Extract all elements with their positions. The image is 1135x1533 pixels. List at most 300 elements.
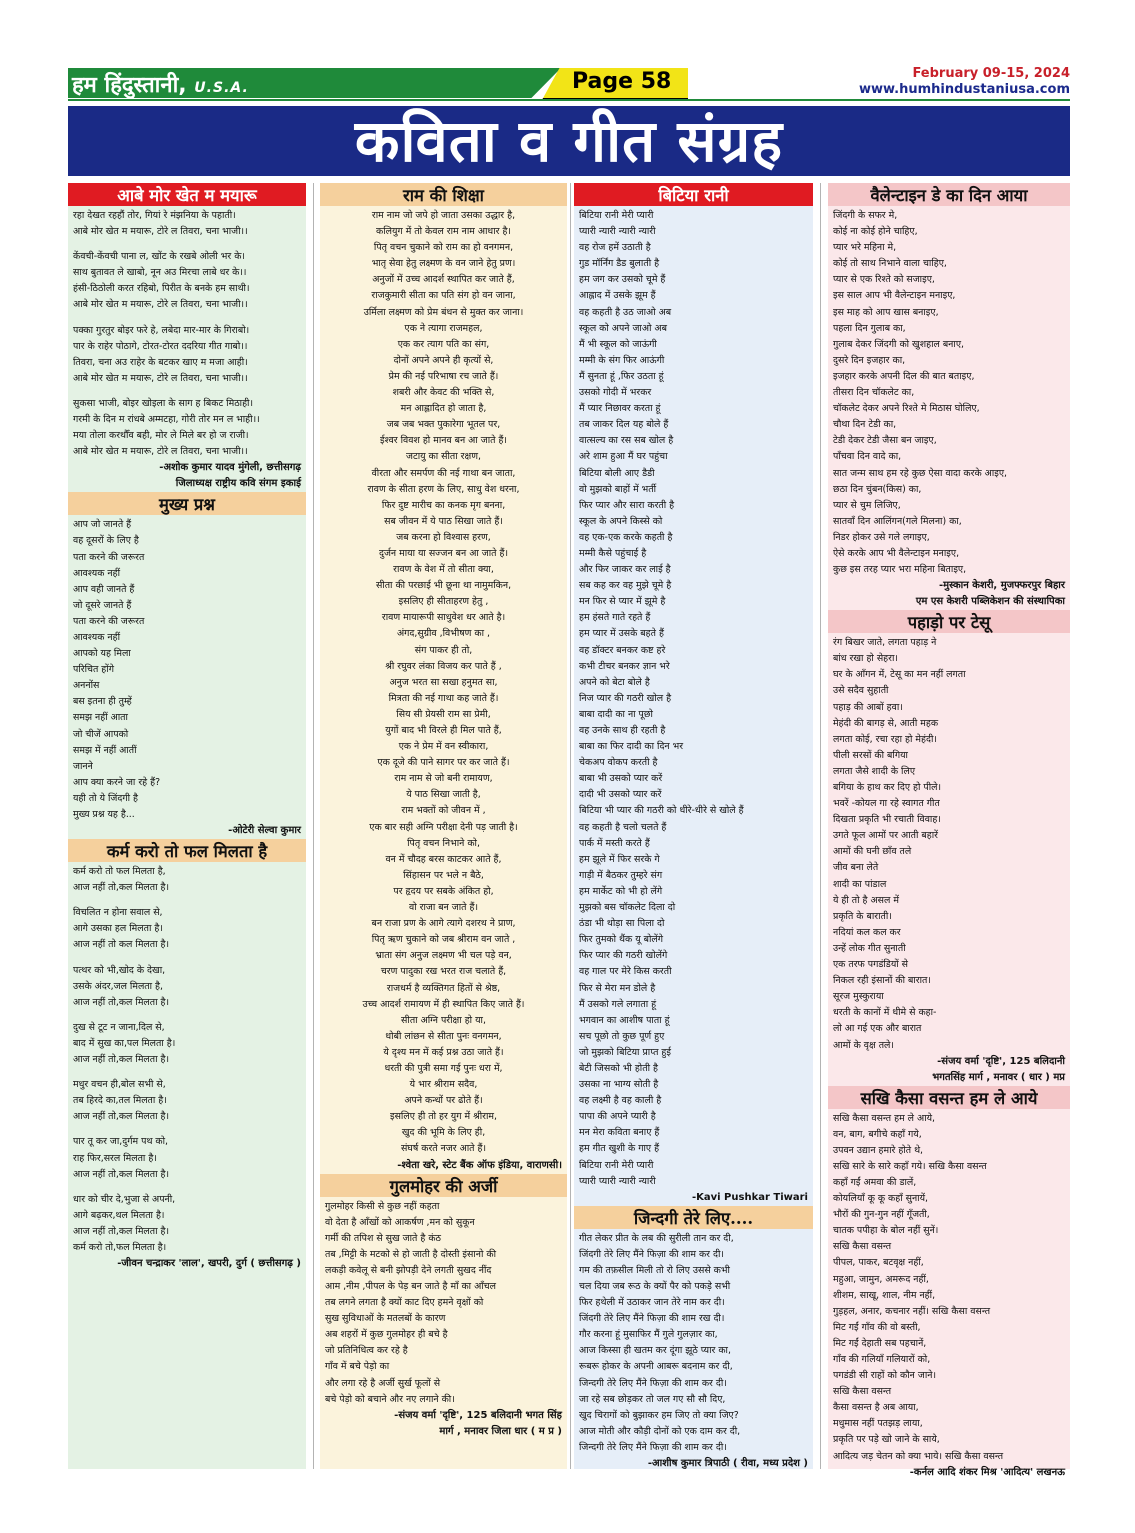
- poem-line: कहाँ गईं अमवा की डालें,: [833, 1176, 917, 1188]
- poem-line: पितृ वचन निभाने को,: [407, 837, 480, 849]
- poem-line: धोबी लांछन से सीता पुनः वनगमन,: [385, 1030, 502, 1042]
- poem-line: एक ने प्रेम में वन स्वीकारा,: [398, 741, 489, 753]
- poem-author-detail: जिलाध्यक्ष राष्ट्रीय कवि संगम इकाई: [175, 478, 301, 490]
- poem-line: ये पाठ सिखा जाती है,: [406, 789, 481, 801]
- poem-line: अपने कन्धों पर ढोते हैं।: [404, 1095, 483, 1107]
- poem-line: धरती की पुत्री समा गई पुनः धरा में,: [384, 1062, 503, 1074]
- poem-line: राम भक्तों को जीवन में ,: [401, 805, 486, 817]
- poem-body: [574, 1229, 813, 1456]
- poem-line: प्यार भरे महिना मे,: [833, 242, 897, 254]
- poem-line: युगों बाद भी विरले ही मिल पाते हैं,: [385, 725, 502, 736]
- poem-line: जो मुझको बिटिया प्राप्त हुई: [579, 1046, 672, 1058]
- poem-line: तब जाकर दिल यह बोले हैं: [579, 419, 669, 431]
- column-divider: [570, 183, 571, 1469]
- issue-date: February 09-15, 2024: [912, 66, 1070, 81]
- poem-line: तब ,मिट्टी के मटको से हो जाती है दोस्ती इंसानो की: [325, 1248, 497, 1260]
- poem-line: और लगा रहे है अर्जी सुर्ख फूलों से: [325, 1377, 441, 1389]
- poem-line: मैं भी स्कूल को जाऊंगी: [579, 338, 657, 350]
- poem-line: मेहंदी की बागड़ से, आती महक: [833, 717, 939, 729]
- poem-line: लकड़ी कवेलू से बनी झोपड़ी देने लगती सुखद नींद: [325, 1264, 492, 1276]
- poem-line: अननोंस: [73, 680, 100, 692]
- poem-line: पहला दिन गुलाब का,: [833, 322, 906, 334]
- poem-line: नदियां कल कल कर: [833, 926, 901, 938]
- poem-line: पार तू कर जा,दुर्गम पथ को,: [73, 1136, 169, 1148]
- poem-line: मधुमास नहीं पतझड़ लाया,: [833, 1418, 923, 1430]
- stanza-gap: [73, 1125, 301, 1134]
- column-divider: [313, 183, 314, 1469]
- poem-line: समझ नहीं आता: [73, 712, 128, 724]
- poem-line: ठंडा भी थोड़ा सा पिला दो: [579, 918, 665, 930]
- poem-line: रावण के वेश में तो सीता क्या,: [393, 564, 494, 576]
- poem-title: आबे मोर खेत म मयारू: [68, 183, 306, 206]
- poem-line: कोई ना कोई होने चाहिए,: [833, 226, 918, 238]
- poem-line: जिंदगी तेरे लिए मैंने फिज़ा की शाम रख दी।: [579, 1313, 725, 1325]
- poem-line: आगे बढ़कर,थल मिलता है।: [73, 1209, 165, 1221]
- poem-line: निज प्यार की गठरी खोल है: [579, 692, 672, 704]
- poem-line: पितृ ऋण चुकाने को जब श्रीराम वन जाते ,: [371, 934, 516, 946]
- poem-line: उन्हें लोक गीत सुनाती: [833, 942, 906, 954]
- poem-body: [574, 206, 813, 1190]
- poem-line: जानने: [73, 760, 93, 772]
- poem-line: लगता जैसे शादी के लिए: [833, 765, 915, 777]
- poem-line: तीसरा दिन चॉकलेट का,: [833, 387, 915, 399]
- poem-line: जिंदगी तेरे लिए मैंने फिज़ा की शाम कर दी।: [579, 1248, 724, 1260]
- poem-author: -ओटेरी सेल्वा कुमार: [228, 825, 301, 837]
- poem-line: मुझको बस चॉकलेट दिला दो: [579, 902, 676, 914]
- poem-line: कर्म करो तो फल मिलता है,: [73, 866, 166, 878]
- poem-title: पहाड़ो पर टेसू: [828, 610, 1070, 633]
- poem-line: धरती के कानों में धीमे से कहा-: [833, 1007, 937, 1019]
- poem-line: कभी टीचर बनकर ज्ञान भरे: [579, 660, 670, 672]
- poem-author: -Kavi Pushkar Tiwari: [691, 1191, 808, 1203]
- poem-line: राह फिर,सरल मिलता है।: [73, 1152, 157, 1164]
- poem-line: मिट गईं गाँव की वो बस्ती,: [833, 1321, 921, 1333]
- poem-line: वह गाल पर मेरे किस करती: [579, 966, 672, 978]
- poem-line: आज नहीं तो,कल मिलता है।: [73, 882, 170, 894]
- poem-line: प्यार से चुम लिजिए,: [833, 499, 901, 511]
- poem-line: इस माह को आप खास बनाइए,: [833, 306, 939, 318]
- column-divider: [820, 183, 821, 1469]
- poem-line: सातवाँ दिन आलिंगन(गले मिलना) का,: [833, 515, 962, 527]
- poem-line: पर हृदय पर सबके अंकित हो,: [393, 885, 494, 897]
- header-divider: [68, 99, 1070, 101]
- poem-line: आज नहीं तो,कल मिलता है।: [73, 1225, 170, 1237]
- poem-line: प्रकृति पर पड़े खो जाने के साये,: [833, 1434, 940, 1446]
- poem-line: चातक पपीहा के बोल नहीं सुनें।: [833, 1225, 939, 1237]
- poem-author: -आशीष कुमार त्रिपाठी ( रीवा, मध्य प्रदेश ): [647, 1458, 808, 1470]
- poem-line: उच्च आदर्श रामायण में ही स्थापित किए जाते हैं।: [362, 998, 525, 1010]
- poem-line: बचे पेड़ो को बचाने और नए लगाने की।: [325, 1393, 455, 1405]
- poem-author: -मुस्कान केशरी, मुजफ्फरपुर बिहार: [938, 580, 1065, 592]
- stanza-gap: [73, 1011, 301, 1020]
- site-url-link[interactable]: www.humhindustaniusa.com: [858, 82, 1070, 97]
- poem-line: पहाड़ की आबों हवा।: [833, 701, 903, 713]
- poem-line: वह रोज हमें उठाती है: [579, 242, 651, 254]
- poem-line: पार के राहेर पोठागे, टोरत-टोरत ददरिया गीत गाबो।।: [73, 340, 248, 352]
- poem-line: फिर से मेरा मन डोले है: [579, 982, 656, 994]
- poem-line: पगडंडी सी राहों को कौन जाने।: [833, 1370, 936, 1382]
- poem-line: भवरें -कोयल गा रहे स्वागत गीत: [833, 798, 940, 810]
- poem-line: जीव बना लेते: [833, 862, 879, 874]
- poem-line: चल दिया जब रूठ के क्यों पैर को पकड़े सभी: [579, 1281, 731, 1292]
- poem-line: तब लगने लगता है क्यों काट दिए हमने वृक्षों को: [325, 1297, 484, 1309]
- poem-body: [68, 515, 306, 823]
- poem-line: प्यारी न्यारी न्यारी न्यारी: [579, 226, 656, 238]
- poem-line: राम नाम जो जपे हो जाता उसका उद्धार है,: [371, 210, 516, 221]
- poem-line: वह दूसरों के लिए है: [73, 535, 139, 547]
- poem-line: सीता अग्नि परीक्षा हो या,: [401, 1014, 486, 1026]
- poem-line: बस इतना ही तुम्हें: [73, 696, 132, 708]
- poem-line: एक कर त्याग पति का संग,: [397, 338, 490, 350]
- poem-line: हम गीत खुशी के गाए हैं: [579, 1143, 660, 1155]
- poem-line: टेडी देकर टेडी जैसा बन जाइए,: [833, 435, 937, 447]
- poem-line: सिय सी प्रेयसी राम सा प्रेमी,: [396, 708, 491, 720]
- poem-line: फिर तुमको थैंक यू बोलेंगे: [579, 934, 664, 946]
- poem-line: मैं सुनता हूं ,फिर उठता हूं: [579, 370, 664, 382]
- poem-line: मिट गईं देहाती सब पहचानें,: [833, 1337, 927, 1349]
- poem-line: विचलित न होना सवाल से,: [73, 907, 163, 919]
- poem-line: दुसरे दिन इजहार का,: [833, 354, 906, 366]
- poem-line: संघर्ष करते नजर आते हैं।: [400, 1143, 487, 1155]
- poem-author: -अशोक कुमार यादव मुंगेली, छत्तीसगढ़: [159, 462, 301, 474]
- poem-line: पता करने की जरूरत: [73, 551, 145, 563]
- poem-line: आदित्य जड़ चेतन को क्या भाये। सखि कैसा वसन्त: [833, 1450, 1004, 1462]
- poem-line: इस साल आप भी वैलेन्टाइन मनाइए,: [833, 290, 956, 302]
- poem-line: प्रकृति के बाराती।: [833, 910, 892, 922]
- poem-line: बन राजा प्रण के आगे त्यागे दशरथ ने प्राण,: [371, 918, 516, 930]
- poem-line: महुआ, जामुन, अमरूद नहीं,: [833, 1273, 929, 1285]
- poem-line: रंग बिखर जाते, लगता पहाड़ ने: [833, 637, 937, 649]
- poem-line: चरण पादुका रख भरत राज चलाते हैं,: [380, 966, 507, 978]
- poem-line: आप क्या करने जा रहे हैं?: [73, 776, 161, 788]
- poem-line: गाँव में बचे पेड़ो का: [325, 1361, 390, 1373]
- poem-line: दिखता प्रकृति भी रचाती विवाह।: [833, 814, 941, 826]
- poem-line: पार्क में मस्ती करते हैं: [579, 837, 650, 849]
- poem-line: उपवन उद्यान हमारे होते थे,: [833, 1144, 924, 1156]
- poem-author: -संजय वर्मा 'दृष्टि', 125 बलिदानी भगत सिंह: [394, 1409, 562, 1421]
- poem-line: सुख सुविधाओं के मतलबों के कारण: [325, 1313, 446, 1325]
- poem-line: कर्म करो तो,फल मिलता है।: [73, 1241, 167, 1253]
- poem-line: हम जग कर उसको चूमे हैं: [579, 274, 666, 286]
- poem-line: पक्का गुरतुर बोइर फरे हे, लबेदा मार-मार के गिराबो।: [73, 324, 250, 336]
- poem-line: संग पाकर ही तो,: [414, 644, 473, 656]
- poem-line: ये भार श्रीराम सदैव,: [409, 1079, 478, 1091]
- poem-author: -कर्नल आदि शंकर मिश्र 'आदित्य' लखनऊ: [909, 1466, 1065, 1478]
- poem-line: सखि कैसा वसन्त: [833, 1386, 892, 1398]
- poem-line: सीता की परछाई भी छूना था नामुमकिन,: [375, 580, 512, 592]
- poem-line: लगता कोई, रचा रहा हो मेहंदी।: [833, 733, 937, 745]
- brand-usa: U.S.A.: [194, 80, 249, 96]
- stanza-gap: [73, 240, 301, 249]
- poem-line: हंसी-ठिठोली करत रहिबो, पिरीत के बनके हम साथी।: [73, 283, 250, 295]
- poem-line: जटायु का सीता रक्षण,: [406, 451, 481, 463]
- poem-line: गुलमोहर किसी से कुछ नहीं कहता: [325, 1200, 440, 1212]
- poem-line: ऐसे करके आप भी वैलेन्टाइन मनाइए,: [833, 547, 960, 559]
- poem-line: गाँव की गलियाँ गलियारों को,: [833, 1354, 931, 1365]
- poem-line: चेकअप वोकप करती है: [579, 757, 658, 769]
- poem-line: एक दूजे की पाने सागर पर कर जाते हैं।: [377, 757, 510, 769]
- poem-line: खुद की भूमि के लिए ही,: [401, 1127, 486, 1139]
- poem-line: मित्रता की नई गाथा कह जाते हैं।: [388, 692, 499, 704]
- poem-line: केंवची-केंवची पाना ल, खोंट के रखबे ओली भर के।: [73, 251, 245, 263]
- brand-name: [72, 69, 249, 99]
- poem-line: चौथा दिन टेडी का,: [833, 419, 897, 431]
- poem-line: स्कूल के अपने किस्से को: [579, 515, 663, 527]
- poem-line: मम्मी के संग फिर आऊंगी: [579, 354, 665, 366]
- column-4: [828, 183, 1070, 1478]
- stanza-gap: [73, 387, 301, 396]
- poem-line: मधुर वचन ही,बोल सभी से,: [73, 1079, 166, 1091]
- poem-line: लो आ गई एक और बारात: [833, 1023, 922, 1035]
- poem-line: उसको गोदी में भरकर: [579, 387, 652, 399]
- poem-title: वैलेन्टाइन डे का दिन आया: [828, 183, 1070, 206]
- poem-line: प्रेम की नई परिभाषा रच जाते हैं।: [388, 370, 499, 382]
- poem-line: बगिया के हाथ कर दिए हो पीले।: [833, 782, 942, 793]
- poem-line: हम झूले में फिर सरके गे: [579, 853, 660, 865]
- poem-line: आज मोती और कौड़ी दोनों को एक दाम कर दी,: [579, 1425, 741, 1437]
- poem-author: -संजय वर्मा 'दृष्टि', 125 बलिदानी: [937, 1055, 1065, 1067]
- poem-line: जब जब भक्त पुकारेगा भूतल पर,: [386, 419, 501, 431]
- poem-line: शीशम, साखू, शाल, नीम नहीं,: [833, 1289, 936, 1301]
- poem-line: आवश्यक नहीं: [73, 631, 121, 643]
- poem-line: वह डॉक्टर बनकर कष्ट हरे: [579, 644, 666, 656]
- poem-line: रहा देखत रहहौं तोर, गियां रे मंझनिया के पहाती।: [73, 210, 236, 221]
- poem-line: कोयलियाँ कू कू कहाँ सुनायें,: [833, 1193, 929, 1205]
- poem-title: कर्म करो तो फल मिलता है: [68, 839, 306, 862]
- poem-line: जिन्दगी तेरे लिए मैंने फिज़ा की शाम कर दी।: [579, 1441, 727, 1453]
- poem-line: एक तरफ पगडंडियों से: [833, 959, 908, 971]
- poem-line: हम प्यार में उसके बहते हैं: [579, 628, 664, 640]
- poem-line: एक बार सही अग्नि परीक्षा देनी पड़ जाती है।: [369, 821, 518, 833]
- poem-line: अनुजों में उच्च आदर्श स्थापित कर जाते हैं,: [372, 274, 515, 286]
- poem-line: ये ही तो है असल में: [833, 894, 899, 906]
- poem-line: राजकुमारी सीता का पति संग हो वन जाना,: [371, 290, 516, 302]
- poem-line: छठा दिन चुंबन(किस) का,: [833, 483, 922, 495]
- poem-line: अब शहरों में कुछ गुलमोहर ही बचे है: [325, 1329, 448, 1341]
- column-3: [574, 183, 813, 1469]
- poem-line: इसलिए ही सीताहरण हेतु ,: [398, 596, 489, 608]
- poem-line: तिवरा, चना अउ राहेर के बटकर खाए म मजा आही।: [73, 356, 248, 368]
- poem-line: मन मेरा कविता बनाए हैं: [579, 1127, 660, 1139]
- poem-line: सब कह कर वह मुझे चूमे है: [579, 580, 672, 592]
- poem-line: आमों की घनी छाँव तले: [833, 846, 912, 858]
- poem-line: दुख से टूट न जाना,दिल से,: [73, 1021, 165, 1033]
- poem-line: आबे मोर खेत म मयारू, टोरे ल तिवरा, चना भाजी।।: [73, 226, 248, 238]
- stanza-gap: [73, 1068, 301, 1077]
- poem-line: वात्सल्य का रस सब खोल है: [579, 435, 674, 447]
- poem-body: [320, 1197, 567, 1408]
- poem-line: वीरता और समर्पण की नई गाथा बन जाता,: [371, 467, 516, 479]
- poem-line: गर्मी की तपिश से सुख जाते है कंठ: [325, 1232, 441, 1244]
- poem-line: पापा की अपने प्यारी है: [579, 1111, 656, 1123]
- poem-line: वन में चौदह बरस काटकर आते हैं,: [385, 853, 502, 865]
- poem-line: बाबा दादी का ना पूछो: [579, 708, 653, 720]
- poem-line: आबे मोर खेत म मयारू, टोरे ल तिवरा, चना भाजी।।: [73, 372, 248, 384]
- poem-line: आज किस्सा ही खतम कर दूंगा झूठे प्यार का,: [579, 1345, 731, 1357]
- poem-line: गुलाब देकर जिंदगी को खुशहाल बनाए,: [833, 338, 964, 350]
- poem-line: कुछ इस तरह प्यार भरा महिना बिताइए,: [833, 564, 967, 576]
- poem-line: दुर्जन माया या सज्जन बन आ जाते हैं।: [378, 547, 509, 559]
- poem-line: जो चीजें आपको: [73, 728, 129, 740]
- poem-line: आह्लाद में उसके झूम हैं: [579, 290, 656, 302]
- poem-line: परिचित होंगे: [73, 664, 114, 676]
- poem-line: बाबा का फिर दादी का दिन भर: [579, 741, 684, 753]
- poem-line: बिटिया भी प्यार की गठरी को धीरे-धीरे से खोले हैं: [579, 805, 744, 817]
- poem-line: पत्थर को भी,खोद के देखा,: [73, 964, 166, 976]
- poem-line: इसलिए ही तो हर युग में श्रीराम,: [389, 1111, 498, 1123]
- poem-line: स्कूल को अपने जाओ अब: [579, 322, 667, 334]
- poem-line: भ्राता संग अनुज लक्ष्मण भी चल पड़े वन,: [375, 950, 512, 962]
- poem-line: जो दूसरे जानते हैं: [73, 599, 132, 611]
- poem-line: आवश्यक नहीं: [73, 567, 121, 579]
- poem-line: जो प्रतिनिधित्व कर रहे है: [325, 1345, 408, 1357]
- poem-line: बेटी जिसको भी होती है: [579, 1062, 658, 1074]
- poem-line: आगे उसका हल मिलता है।: [73, 923, 163, 935]
- poem-line: मैं प्यार निछावर करता हूं: [579, 403, 661, 415]
- poem-body: [828, 1109, 1070, 1465]
- column-1: [68, 183, 306, 1469]
- poem-line: हम मार्केट को भी हो लेंगे: [579, 885, 663, 897]
- poem-line: मुख्य प्रश्न यह है...: [73, 809, 135, 820]
- poem-line: फिर प्यार की गठरी खोलेंगे: [579, 950, 668, 962]
- poem-body: [320, 206, 567, 1158]
- poem-line: वो मुझको बाहों में भर्ती: [579, 483, 657, 495]
- poem-line: फिर हथेली में उठाकर जान तेरे नाम कर दी।: [579, 1297, 725, 1309]
- poem-line: सखि कैसा वसन्त: [833, 1241, 892, 1253]
- poem-line: और फिर जाकर कर लाई है: [579, 564, 671, 576]
- poem-line: उसका ना भाग्य सोती है: [579, 1079, 659, 1091]
- poem-line: आम ,नीम ,पीपल के पेड़ बन जाते है माँ का आँचल: [325, 1281, 496, 1292]
- poem-line: मन आह्लादित हो जाता है,: [400, 403, 487, 415]
- poem-line: खुद चिरागों को बुझाकर हम जिए तो क्या जिए?: [579, 1409, 739, 1421]
- poem-line: आप वही जानते हैं: [73, 583, 135, 595]
- poem-line: अनुज भरत सा सखा हनुमत सा,: [389, 676, 498, 688]
- poem-line: पीली सरसों की बगिया: [833, 749, 908, 761]
- poem-line: वह कहती है चलो चलते हैं: [579, 821, 667, 833]
- poem-line: आबे मोर खेत म मयारू, टोरे ल तिवरा, चना भाजी।।: [73, 299, 248, 311]
- poem-line: सात जन्म साथ हम रहे कुछ ऐसा वादा करके आइए,: [833, 467, 1007, 479]
- poem-line: राजधर्म है व्यक्तिगत हितों से श्रेष्ठ,: [386, 982, 501, 994]
- poem-line: ये दृश्य मन में कई प्रश्न उठा जाते हैं।: [383, 1046, 504, 1058]
- poem-line: गाड़ी में बैठकर तुम्हरे संग: [579, 869, 663, 881]
- poem-title: जिन्दगी तेरे लिए....: [574, 1206, 813, 1229]
- poem-body: [828, 206, 1070, 578]
- poem-line: दोनों अपने अपने ही कृत्यों से,: [393, 354, 494, 366]
- poem-line: भौरों की गुन-गुन नहीं गूँजती,: [833, 1209, 930, 1221]
- poem-line: गुड़हल, अनार, कचनार नहीं। सखि कैसा वसन्त: [833, 1305, 991, 1317]
- poem-line: वन, बाग, बगीचे कहाँ गये,: [833, 1128, 922, 1140]
- poem-line: सखि सारे के सारे कहाँ गये। सखि कैसा वसन्त: [833, 1160, 987, 1172]
- poem-line: गीत लेकर प्रीत के लब की सुरीली तान कर दी,: [579, 1232, 734, 1244]
- stanza-gap: [73, 314, 301, 323]
- poem-line: घर के आँगन में, टेसू का मन नहीं लगता: [833, 669, 966, 681]
- poem-line: अरे शाम हुआ मैं घर पहुंचा: [579, 451, 668, 463]
- poem-title: राम की शिक्षा: [320, 183, 567, 206]
- poem-line: अंगद,सुग्रीव ,विभीषण का ,: [396, 628, 491, 640]
- poem-line: हम हंसते गाते रहते हैं: [579, 612, 651, 624]
- poem-title: सखि कैसा वसन्त हम ले आये: [828, 1086, 1070, 1109]
- poem-line: एक ने त्यागा राजमहल,: [404, 322, 483, 334]
- poem-title: मुख्य प्रश्न: [68, 492, 306, 515]
- poem-author-detail: एम एस केशरी पब्लिकेशन की संस्थापिका: [915, 596, 1065, 608]
- poem-author: -जीवन चन्द्राकर 'लाल', खपरी, दुर्ग ( छत्तीसगढ़ ): [117, 1258, 301, 1270]
- poem-line: निडर होकर उसे गले लगाइए,: [833, 531, 930, 543]
- poem-line: आज नहीं तो,कल मिलता है।: [73, 996, 170, 1008]
- poem-line: बाद में सुख का,पल मिलता है।: [73, 1037, 176, 1049]
- poem-line: सुकसा भाजी, बोइर खोइला के साग ह बिकट मिठाही।: [73, 397, 254, 409]
- poem-author-detail: भगतसिंह मार्ग , मनावर ( धार ) मप्र: [932, 1071, 1065, 1083]
- poem-line: श्री रघुवर लंका विजय कर पाते हैं ,: [385, 660, 502, 672]
- poem-line: आज नहीं तो,कल मिलता है।: [73, 1111, 170, 1123]
- poem-line: रावण मायारूपी साधुवेश धर आते है।: [381, 612, 506, 624]
- poem-line: गम की तफ़सील मिली तो रो लिए उससे कभी: [579, 1264, 730, 1276]
- poem-line: मैं उसको गले लगाता हूं: [579, 998, 657, 1010]
- poem-line: अपने को बेटा बोले है: [579, 676, 650, 688]
- poem-title: गुलमोहर की अर्जी: [320, 1174, 567, 1197]
- poem-line: मन फिर से प्यार में झूमे है: [579, 596, 666, 608]
- poem-line: तब हिरदे का,तल मिलता है।: [73, 1095, 167, 1107]
- poem-line: कोई तो साथ निभाने वाला चाहिए,: [833, 258, 947, 270]
- poem-line: शादी का पांडाल: [833, 878, 887, 890]
- poem-line: उर्मिला लक्ष्मण को प्रेम बंधन से मुक्त कर जाना।: [363, 306, 524, 318]
- stanza-gap: [73, 896, 301, 905]
- poem-line: सखि कैसा वसन्त हम ले आये,: [833, 1112, 936, 1124]
- poem-line: गौर करना हूं मुसाफिर मैं गुले गुलज़ार का,: [579, 1329, 718, 1341]
- poem-line: सूरज मुस्कुराया: [833, 991, 884, 1003]
- poem-line: वो राजा बन जाते हैं।: [408, 902, 479, 914]
- poem-line: दादी भी उसको प्यार करें: [579, 789, 662, 801]
- poem-line: भगवान का आशीष पाता हूं: [579, 1014, 670, 1026]
- column-2: [320, 183, 567, 1469]
- poem-line: उसे सदैव सुहाती: [833, 685, 889, 697]
- poem-line: गरमी के दिन म रांधबे अम्मटहा, गोरी तोर मन ल भाही।।: [73, 414, 260, 426]
- poem-line: आज नहीं तो,कल मिलता है।: [73, 1168, 170, 1180]
- poem-line: वो देता है आँखों को आकर्षण ,मन को सुकून: [325, 1216, 475, 1228]
- poem-line: आपको यह मिला: [73, 648, 131, 660]
- page-number: Page 58: [572, 69, 672, 94]
- poem-line: साथ बुतावत ले खाबो, नून अउ मिरचा लाबे धर के।।: [73, 267, 247, 279]
- poem-line: वह उनके साथ ही रहती है: [579, 725, 666, 736]
- poem-line: मया तोला करथौँव बही, मोर ले मिले बर हो ज राजी।: [73, 430, 249, 442]
- poem-line: जिंदगी के सफर मे,: [833, 210, 898, 221]
- poem-line: वह एक-एक करके कहती है: [579, 531, 673, 543]
- poem-line: फिर प्यार और सारा करती है: [579, 499, 675, 511]
- poem-line: आबे मोर खेत म मयारू, टोरे ल तिवरा, चना भाजी।।: [73, 446, 248, 458]
- page-title-banner: कविता व गीत संग्रह: [68, 106, 1070, 176]
- poem-line: बिटिया बोली आए डैडी: [579, 467, 655, 479]
- poem-line: रूबरू होकर के अपनी आबरू बदनाम कर दी,: [579, 1361, 733, 1373]
- poem-line: पाँचवा दिन वादे का,: [833, 451, 902, 463]
- poem-line: पितृ वचन चुकाने को राम का हो वनगमन,: [373, 242, 514, 254]
- poem-line: पता करने की जरूरत: [73, 615, 145, 627]
- poem-line: कैसा वसन्त है अब आया,: [833, 1402, 919, 1414]
- poem-line: उगते फूल आमों पर आती बहारें: [833, 830, 938, 842]
- poem-line: आज नहीं तो,कल मिलता है।: [73, 1054, 170, 1066]
- poem-line: इजहार करके अपनी दिल की बात बताइए,: [833, 370, 975, 382]
- poem-line: कलियुग में तो केवल राम नाम आधार है।: [376, 226, 511, 238]
- poem-line: सब जीवन में ये पाठ सिखा जाते हैं।: [384, 515, 503, 527]
- poem-line: गुड मॉर्निंग डैड बुलाती है: [579, 258, 660, 270]
- poem-line: आमों के वृक्ष तले।: [833, 1039, 894, 1051]
- poem-line: शबरी और केवट की भक्ति से,: [392, 387, 495, 399]
- page-header: [68, 68, 1070, 100]
- poem-line: यही तो ये जिंदगी है: [73, 792, 139, 804]
- poem-line: बाबा भी उसको प्यार करें: [579, 773, 663, 785]
- poem-line: सच पूछो तो कुछ पूर्ण हुए: [579, 1030, 665, 1042]
- poem-line: राम नाम से जो बनी रामायण,: [394, 773, 493, 785]
- poem-body: [68, 206, 306, 460]
- poem-author: -श्वेता खरे, स्टेट बैंक ऑफ इंडिया, वाराणसी।: [397, 1159, 562, 1171]
